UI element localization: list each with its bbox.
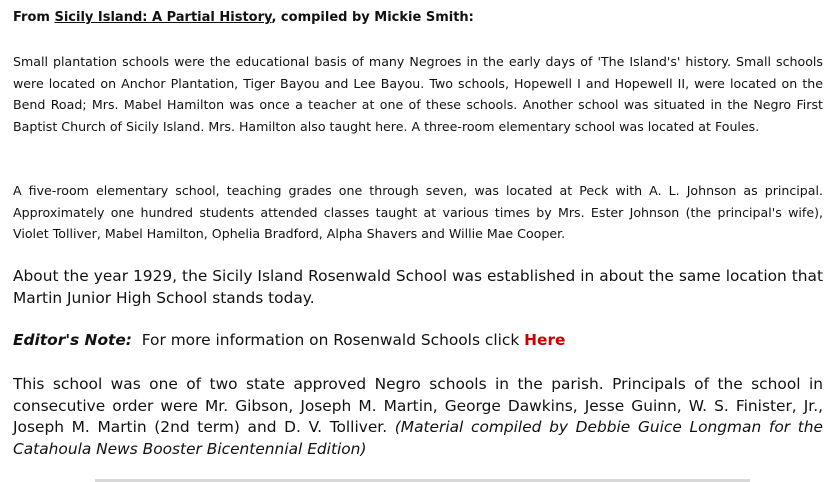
rosenwald-here-link[interactable]: Here bbox=[524, 331, 566, 349]
editor-note-label: Editor's Note: bbox=[13, 331, 132, 349]
citation: (Material compiled by Debbie Guice Longman for the Catahoula News Booster Bicentennial Edition) bbox=[13, 418, 823, 458]
paragraph-plantation-schools: Small plantation schools were the educational basis of many Negroes in the early days of 'The Island's' history. Small schools were located on Anchor Plantation, Tiger Bayou and Lee Bayou. Two schools, Hopewell I and Hopewell II, were located on the Bend Road; Mrs. Mabel Hamilton was once a teacher at one of these schools. Another school was situated in the Negro First Baptist Church of Sicily Island. Mrs. Hamilton also taught here. A three-room elementary school was located at Foules. bbox=[13, 54, 823, 134]
source-prefix: From bbox=[13, 10, 55, 25]
editor-note bbox=[13, 330, 823, 352]
paragraph-principals bbox=[13, 374, 823, 460]
paragraph-rosenwald-school: About the year 1929, the Sicily Island Rosenwald School was established in about the same location that Martin Junior High School stands today. bbox=[13, 267, 823, 307]
editor-note-text: For more information on Rosenwald Schools click bbox=[131, 331, 525, 349]
source-line bbox=[13, 9, 474, 27]
book-title: Sicily Island: A Partial History bbox=[54, 10, 272, 25]
principals-text: This school was one of two state approved Negro schools in the parish. Principals of the school in consecutive order were Mr. Gibson, Joseph M. Martin, George Dawkins, Jesse Guinn, W. S. Finister, Jr., Joseph M. Martin (2nd term) and D. V. Tolliver. bbox=[13, 375, 823, 436]
source-suffix: , compiled by Mickie Smith: bbox=[271, 10, 474, 25]
paragraph-five-room-school: A five-room elementary school, teaching grades one through seven, was located at Peck with A. L. Johnson as principal. Approximately one hundred students attended classes taught at various times by Mrs. Ester Johnson (the principal's wife), Violet Tolliver, Mabel Hamilton, Ophelia Bradford, Alpha Shavers and Willie Mae Cooper. bbox=[13, 183, 823, 241]
